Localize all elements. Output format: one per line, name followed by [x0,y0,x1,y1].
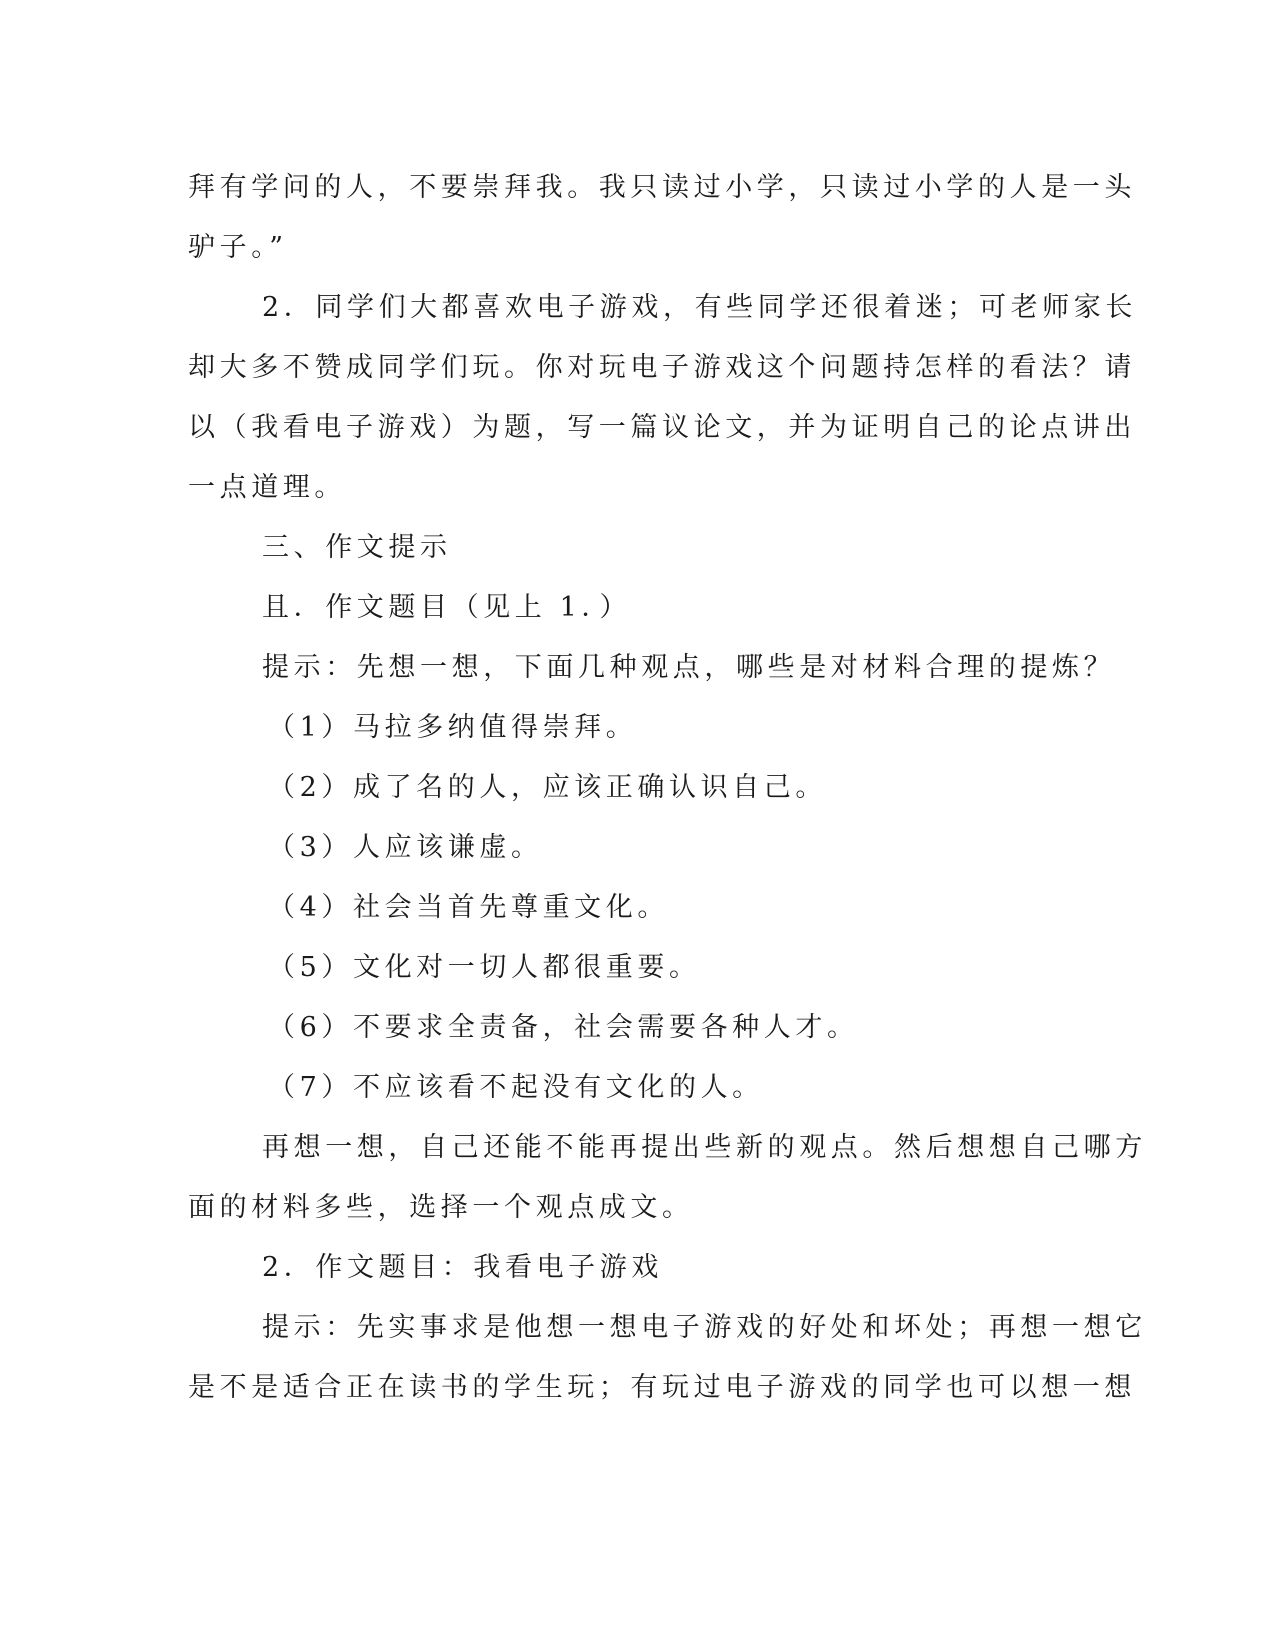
viewpoint-item: （3）人应该谦虚。 [268,832,543,863]
essay-topic-1: 且．作文题目（见上 1．） [262,592,632,623]
essay-topic-2: 2．作文题目：我看电子游戏 [262,1252,663,1283]
viewpoint-item: （7）不应该看不起没有文化的人。 [268,1072,764,1103]
question-2-line: 一点道理。 [188,472,346,503]
hint-paragraph: 提示：先实事求是他想一想电子游戏的好处和坏处；再想一想它 [262,1312,1147,1343]
viewpoint-item: （2）成了名的人，应该正确认识自己。 [268,772,827,803]
question-2-line: 2．同学们大都喜欢电子游戏，有些同学还很着迷；可老师家长 [262,292,1137,323]
document-text [188,158,1147,1418]
section-heading: 三、作文提示 [262,532,452,563]
text-line-continuation: 拜有学问的人，不要崇拜我。我只读过小学，只读过小学的人是一头 [188,172,1136,203]
question-2-line: 却大多不赞成同学们玩。你对玩电子游戏这个问题持怎样的看法？请 [188,352,1136,383]
question-2-line: 以（我看电子游戏）为题，写一篇议论文，并为证明自己的论点讲出 [188,412,1136,443]
viewpoint-item: （1）马拉多纳值得崇拜。 [268,712,638,743]
viewpoint-item: （5）文化对一切人都很重要。 [268,952,701,983]
hint-paragraph: 提示：先想一想，下面几种观点，哪些是对材料合理的提炼？ [262,652,1116,683]
paragraph-line: 再想一想，自己还能不能再提出些新的观点。然后想想自己哪方 [262,1132,1147,1163]
viewpoint-item: （4）社会当首先尊重文化。 [268,892,669,923]
text-line-quote-end: 驴子。” [188,232,288,263]
hint-paragraph: 是不是适合正在读书的学生玩；有玩过电子游戏的同学也可以想一想 [188,1372,1136,1403]
viewpoint-item: （6）不要求全责备，社会需要各种人才。 [268,1012,859,1043]
paragraph-line: 面的材料多些，选择一个观点成文。 [188,1192,694,1223]
